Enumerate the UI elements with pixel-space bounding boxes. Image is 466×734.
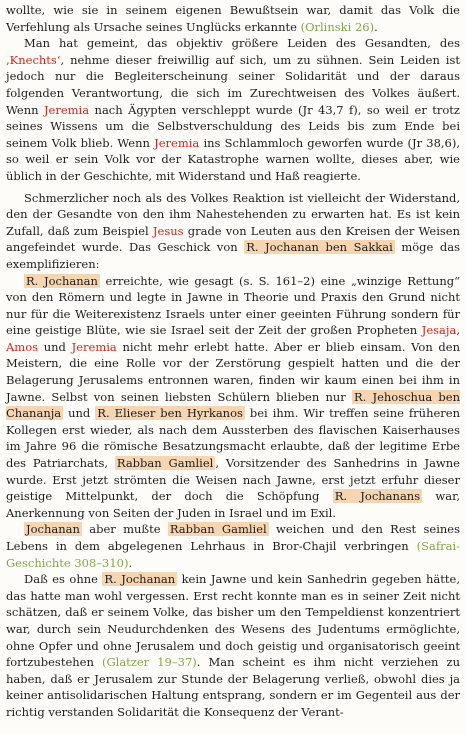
paragraph-5 bbox=[6, 521, 460, 571]
text-run: . bbox=[374, 19, 378, 34]
person-name: Jeremia bbox=[71, 339, 117, 354]
text-run: wollte, wie sie in seinem eigenen Bewußtsein war, damit das Volk die Verfehlung als Ursache seines Unglücks erkannte bbox=[6, 3, 460, 34]
citation: (Glatzer 19–37) bbox=[101, 655, 197, 670]
text-run: Man hat gemeint, das objektiv größere Leiden des Gesandten, des bbox=[24, 36, 460, 51]
highlighted-name: Rabban Gamliel bbox=[169, 522, 267, 537]
citation: (Orlinski 26) bbox=[300, 19, 375, 34]
person-name: ‚Knechts‘ bbox=[6, 52, 61, 67]
highlighted-name: Jochanan bbox=[26, 522, 80, 537]
text-run: erreichte, wie gesagt (s. S. 161–2) eine „winzige Rettung“ von den Römern und legte in Jawne in Theorie und Praxis den Grund nicht nur für die Weiterexistenz Israels unter einer geeinten Führung sondern für eine geistige Blüte, wie sie Israel seit der Zeit der großen Propheten bbox=[6, 273, 460, 338]
text-run: . bbox=[128, 555, 133, 570]
text-run: Daß es ohne bbox=[24, 572, 103, 587]
person-name: Jeremia bbox=[43, 102, 90, 117]
text-run: Schmerzlicher noch als des Volkes Reaktion ist vielleicht der Widerstand, den der Gesandte von den ihm Nahestehenden zu erwarten hat. Es ist kein Zufall, daß zum Beispiel bbox=[6, 190, 460, 238]
highlighted-name: Rabban Gamliel bbox=[116, 456, 214, 471]
highlighted-name: R. Jochanan bbox=[26, 273, 98, 288]
text-run: und bbox=[63, 406, 96, 421]
person-name: Jesus bbox=[152, 223, 184, 238]
text-run: kein Jawne und kein Sanhedrin gegeben hätte, das hatte man wohl vergessen. Erst recht konnte man es in seiner Zeit nicht schätzen, daß er seinem Volke, das bisher um den Tempeldienst konzentriert war, durch sein Neudurchdenken des Wesens des Judentums ermöglichte, ohne Opfer und ohne Jerusalem und doch geistig und organisatorisch geeint fortzubestehen bbox=[6, 572, 460, 670]
highlighted-name: R. Elieser ben Hyrkanos bbox=[97, 406, 243, 421]
paragraph-4 bbox=[6, 273, 460, 522]
text-run: und bbox=[38, 339, 72, 354]
text-run: aber mußte bbox=[81, 522, 168, 537]
text-run: , bbox=[456, 323, 460, 338]
paragraph-3 bbox=[6, 190, 460, 273]
text-run: grade von Leuten aus den Kreisen der Weisen angefeindet wurde. Das Geschick von bbox=[6, 223, 460, 255]
text-run: . Man scheint es ihm nicht verziehen zu haben, daß er Jerusalem zur Stunde der Belagerung verließ, obwohl dies ja keiner antisolidarischen Haltung entsprang, sondern er im Gegenteil aus der richtig verstanden Solidarität die Konsequenz der Verant- bbox=[6, 655, 460, 719]
paragraph-1 bbox=[6, 2, 460, 35]
person-name: Jeremia bbox=[154, 135, 200, 150]
paragraph-6 bbox=[6, 571, 460, 720]
highlighted-name: R. Jochanan ben Sakkai bbox=[246, 240, 393, 255]
text-run: war, Anerkennung von Seiten der Juden in Israel und im Exil. bbox=[6, 489, 460, 520]
text-run: nicht mehr erlebt hatte. Aber er blieb einsam. Von den Meistern, die eine Rolle vor der Zerstörung gespielt hatten und die der Belagerung Jerusalems entronnen waren, finden wir kaum einen bei ihm in Jawne. Selbst von seinen liebsten Schülern blieben nur bbox=[6, 339, 460, 404]
highlighted-name: R. Jochanans bbox=[334, 489, 421, 504]
highlighted-name: R. Jochanan bbox=[104, 572, 176, 587]
text-run: möge das exemplifizieren: bbox=[6, 240, 460, 271]
text-run: , nehme dieser freiwillig auf sich, um zu sühnen. Sein Leiden ist jedoch nur die Begleiterscheinung seiner Solidarität und der daraus folgenden Verantwortung, die sich im Zurechtweisen des Volkes äußert. Wenn bbox=[6, 52, 460, 117]
text-run: nach Ägypten verschleppt wurde (Jr 43,7 f), so weil er trotz seines Wissens um die Selbstverschuldung des Leids bis zum Ende bei seinem Volk blieb. Wenn bbox=[6, 102, 460, 150]
person-name: Amos bbox=[6, 339, 39, 354]
paragraph-2 bbox=[6, 35, 460, 184]
person-name: Jesaja bbox=[421, 323, 457, 338]
text-run: ins Schlammloch geworfen wurde (Jr 38,6), so weil er sein Volk vor der Katastrophe warnen wollte, dieses aber, wie üblich in der Geschichte, mit Widerstand und Haß reagierte. bbox=[6, 135, 460, 183]
text-run: bei ihm. Wir treffen seine früheren Kollegen erst wieder, als nach dem Aussterben des flavischen Kaiserhauses im Jahre 96 die römische Besatzungsmacht erlaubte, daß der legitime Erbe des Patriarchats, bbox=[6, 406, 460, 471]
text-run: , Vorsitzender des Sanhedrins in Jawne wurde. Erst jetzt strömten die Weisen nach Jawne, erst jetzt erfuhr dieser geistige Mittelpunkt, der doch die Schöpfung bbox=[6, 456, 460, 504]
highlighted-name: R. Jehoschua ben Chananja bbox=[6, 389, 460, 421]
text-run: weichen und den Rest seines Lebens in dem abgelegenen Lehrhaus in Bror-Chajil verbringen bbox=[6, 522, 460, 553]
citation: (Safrai-Geschichte 308–310) bbox=[6, 539, 460, 570]
